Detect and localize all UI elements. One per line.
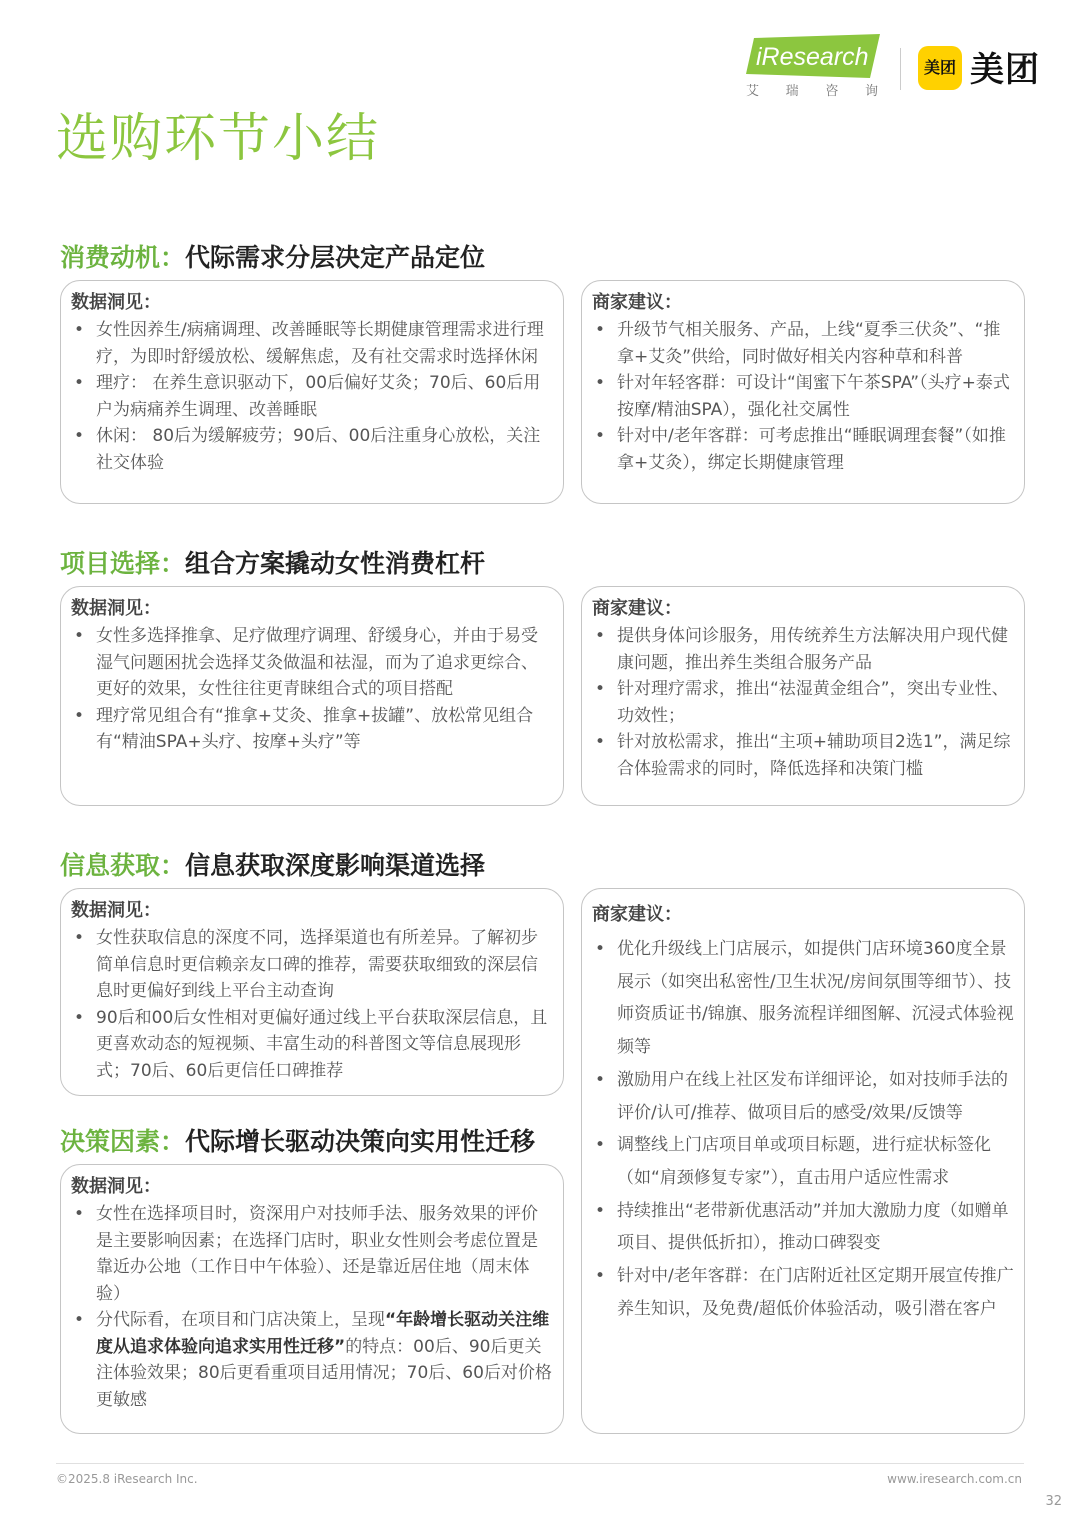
section-heading-label: 项目选择： bbox=[60, 549, 186, 578]
list-item: • 激励用户在线上社区发布详细评论，如对技师手法的评价/认可/推荐、做项目后的感受/效果/反馈等 bbox=[592, 1064, 1014, 1129]
advice-box-motivation bbox=[581, 280, 1025, 504]
bullet-list bbox=[592, 933, 1014, 1325]
list-item: • 女性因养生/病痛调理、改善睡眠等长期健康管理需求进行理疗，为即时舒缓放松、缓解焦虑，及有社交需求时选择休闲 bbox=[71, 317, 553, 370]
logo-sub-char: 艾 bbox=[746, 84, 760, 99]
list-item: • 女性多选择推拿、足疗做理疗调理、舒缓身心，并由于易受湿气问题困扰会选择艾灸做温和祛湿，而为了追求更综合、更好的效果，女性往往更青睐组合式的项目搭配 bbox=[71, 623, 553, 703]
footer-website: www.iresearch.com.cn bbox=[887, 1472, 1022, 1486]
list-item: • 优化升级线上门店展示，如提供门店环境360度全景展示（如突出私密性/卫生状况/房间氛围等细节）、技师资质证书/锦旗、服务流程详细图解、沉浸式体验视频等 bbox=[592, 933, 1014, 1064]
section-heading-text: 代际增长驱动决策向实用性迁移 bbox=[185, 1127, 536, 1156]
insight-box-decision bbox=[60, 1164, 564, 1434]
highlight-text: “年龄增长驱动关注维度从追求体验向追求实用性迁移” bbox=[96, 1310, 550, 1357]
list-item: • 针对中/老年客群：可考虑推出“睡眠调理套餐”（如推拿+艾灸），绑定长期健康管理 bbox=[592, 423, 1014, 476]
section-heading-label: 决策因素： bbox=[60, 1127, 186, 1156]
meituan-wordmark: 美团 bbox=[970, 50, 1040, 90]
bullet-list bbox=[71, 925, 553, 1084]
section-heading-label: 消费动机： bbox=[60, 243, 186, 272]
page-title: 选购环节小结 bbox=[56, 109, 381, 169]
bullet-list bbox=[71, 317, 553, 476]
section-heading-text: 信息获取深度影响渠道选择 bbox=[185, 851, 486, 880]
box-title: 商家建议： bbox=[592, 904, 682, 925]
logo-text: iResearch bbox=[756, 43, 869, 71]
bullet-list bbox=[71, 1201, 553, 1413]
list-item: • 提供身体问诊服务，用传统养生方法解决用户现代健康问题，推出养生类组合服务产品 bbox=[592, 623, 1014, 676]
list-item: • 调整线上门店项目单或项目标题，进行症状标签化（如“肩颈修复专家”），直击用户适应性需求 bbox=[592, 1129, 1014, 1194]
box-title: 数据洞见： bbox=[71, 598, 161, 619]
section-heading-motivation bbox=[60, 238, 485, 274]
logo-sub-char: 询 bbox=[864, 84, 878, 99]
logo-sub-char: 瑞 bbox=[785, 84, 799, 99]
list-item: • 针对放松需求，推出“主项+辅助项目2选1”，满足综合体验需求的同时，降低选择和决策门槛 bbox=[592, 729, 1014, 782]
box-title: 数据洞见： bbox=[71, 1176, 161, 1197]
box-title: 商家建议： bbox=[592, 292, 682, 313]
list-item: • 女性在选择项目时，资深用户对技师手法、服务效果的评价是主要影响因素；在选择门店时，职业女性则会考虑位置是靠近办公地（工作日中午体验）、还是靠近居住地（周末体验） bbox=[71, 1201, 553, 1307]
section-heading-project bbox=[60, 544, 485, 580]
section-heading-text: 代际需求分层决定产品定位 bbox=[185, 243, 486, 272]
header-logos bbox=[740, 30, 1060, 110]
section-heading-label: 信息获取： bbox=[60, 851, 186, 880]
list-item: • 针对年轻客群：可设计“闺蜜下午茶SPA”（头疗+泰式按摩/精油SPA），强化社交属性 bbox=[592, 370, 1014, 423]
list-item: • 针对理疗需求，推出“祛湿黄金组合”，突出专业性、功效性； bbox=[592, 676, 1014, 729]
logo-sub-char: 咨 bbox=[825, 84, 839, 99]
logo-subtitle bbox=[746, 80, 878, 99]
bullet-list bbox=[592, 317, 1014, 476]
meituan-badge: 美团 bbox=[918, 46, 962, 90]
advice-box-information-decision bbox=[581, 888, 1025, 1434]
list-item: • 休闲： 80后为缓解疲劳；90后、00后注重身心放松，关注社交体验 bbox=[71, 423, 553, 476]
list-item: • 理疗常见组合有“推拿+艾灸、推拿+拔罐”、放松常见组合有“精油SPA+头疗、按摩+头疗”等 bbox=[71, 703, 553, 756]
section-heading-decision bbox=[60, 1122, 535, 1158]
list-item: • 持续推出“老带新优惠活动”并加大激励力度（如赠单项目、提供低折扣），推动口碑裂变 bbox=[592, 1195, 1014, 1260]
section-heading-information bbox=[60, 846, 485, 882]
section-heading-text: 组合方案撬动女性消费杠杆 bbox=[185, 549, 486, 578]
list-item-text: 分代际看，在项目和门店决策上，呈现 bbox=[96, 1310, 385, 1330]
list-item: • 女性获取信息的深度不同，选择渠道也有所差异。了解初步简单信息时更信赖亲友口碑的推荐，需要获取细致的深层信息时更偏好到线上平台主动查询 bbox=[71, 925, 553, 1005]
list-item: • 90后和00后女性相对更偏好通过线上平台获取深层信息，且更喜欢动态的短视频、丰富生动的科普图文等信息展现形式；70后、60后更信任口碑推荐 bbox=[71, 1005, 553, 1085]
list-item bbox=[71, 1307, 553, 1413]
footer-divider bbox=[56, 1463, 1024, 1464]
footer-copyright: ©2025.8 iResearch Inc. bbox=[56, 1472, 198, 1486]
list-item: • 理疗： 在养生意识驱动下，00后偏好艾灸；70后、60后用户为病痛养生调理、改善睡眠 bbox=[71, 370, 553, 423]
bullet-list bbox=[592, 623, 1014, 782]
page-number: 32 bbox=[1045, 1494, 1062, 1509]
bullet-list bbox=[71, 623, 553, 756]
advice-box-project bbox=[581, 586, 1025, 806]
list-item-text: 的特点：00后、90后更关注体验效果；80后更看重项目适用情况；70后、60后对价格更敏感 bbox=[96, 1336, 552, 1410]
insight-box-information bbox=[60, 888, 564, 1096]
box-title: 数据洞见： bbox=[71, 292, 161, 313]
list-item: • 升级节气相关服务、产品，上线“夏季三伏灸”、“推拿+艾灸”供给，同时做好相关内容种草和科普 bbox=[592, 317, 1014, 370]
insight-box-project bbox=[60, 586, 564, 806]
logo-divider bbox=[900, 48, 901, 90]
box-title: 数据洞见： bbox=[71, 900, 161, 921]
insight-box-motivation bbox=[60, 280, 564, 504]
iresearch-logo bbox=[746, 34, 880, 78]
list-item: • 针对中/老年客群：在门店附近社区定期开展宣传推广养生知识，及免费/超低价体验活动，吸引潜在客户 bbox=[592, 1260, 1014, 1325]
box-title: 商家建议： bbox=[592, 598, 682, 619]
